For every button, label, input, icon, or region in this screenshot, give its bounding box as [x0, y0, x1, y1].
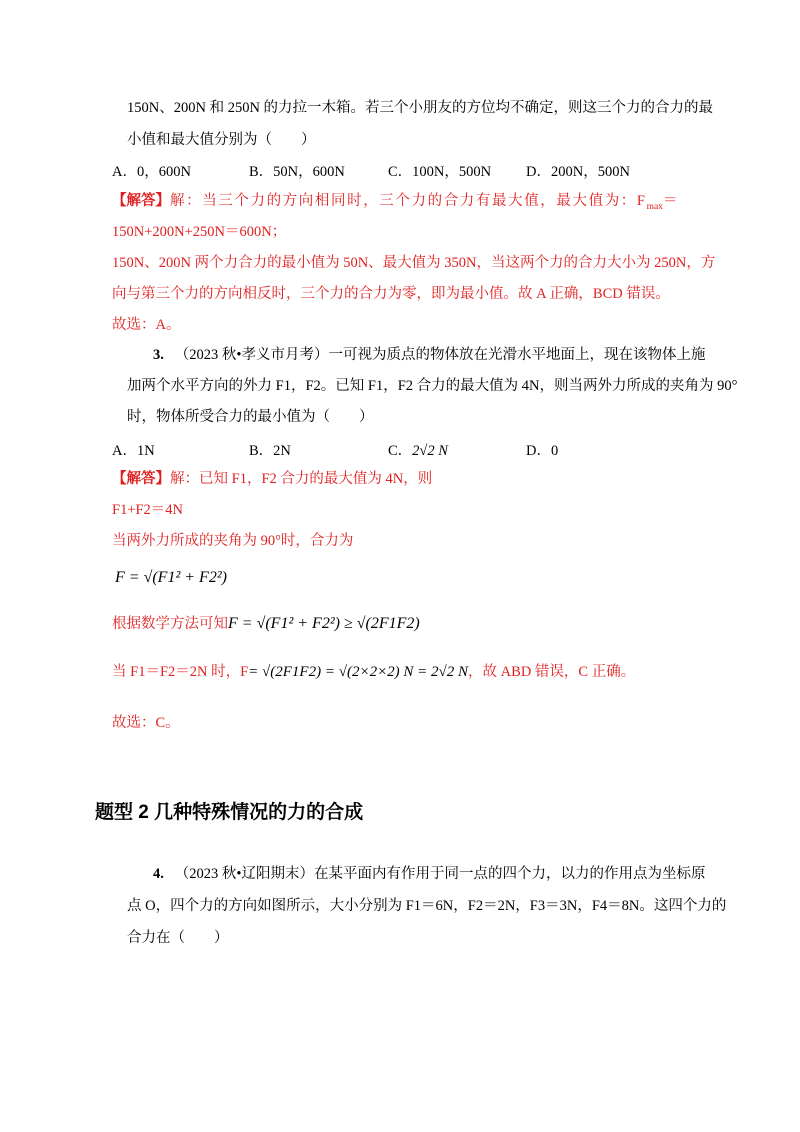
- q3-line1-text: （2023 秋•孝义市月考）一可视为质点的物体放在光滑水平地面上，现在该物体上施: [174, 347, 706, 363]
- q3-answer-text4b: ，故 ABD 错误，C 正确。: [468, 664, 636, 680]
- q3-answer-text4a: 当 F1＝F2＝2N 时，F: [112, 664, 249, 680]
- q3-option-d: D．0: [526, 443, 559, 459]
- q3-answer-label: 【解答】: [112, 471, 170, 487]
- q4-stem-line1: [153, 864, 705, 884]
- q3-stem-line2: 加两个水平方向的外力 F1，F2。已知 F1，F2 合力的最大值为 4N，则当两外力所成的夹角为 90°: [127, 378, 738, 394]
- q2-answer-label: 【解答】: [112, 193, 170, 209]
- q4-line1-text: （2023 秋•辽阳期末）在某平面内有作用于同一点的四个力，以力的作用点为坐标原: [174, 866, 706, 882]
- q3-choice: 故选：C。: [112, 715, 180, 731]
- section-heading: 题型 2 几种特殊情况的力的合成: [95, 802, 364, 823]
- q3-option-c-math: 2√2 N: [412, 443, 448, 459]
- q2-option-c: C．100N，500N: [388, 164, 492, 180]
- q2-option-b: B．50N，600N: [249, 164, 345, 180]
- q4-stem-line2: 点 O，四个力的方向如图所示，大小分别为 F1＝6N，F2＝2N，F3＝3N，F4＝8N。这四个力的: [127, 898, 727, 914]
- q3-option-c: [388, 439, 448, 460]
- q4-number: 4.: [153, 866, 164, 882]
- q2-stem-line2: 小值和最大值分别为（ ）: [127, 132, 316, 148]
- q2-answer-line1: [112, 191, 677, 217]
- q2-answer-line2: 150N+200N+250N＝600N；: [112, 224, 287, 240]
- q3-option-b: B．2N: [249, 443, 291, 459]
- q2-answer-line4: 向与第三个力的方向相反时，三个力的合力为零，即为最小值。故 A 正确，BCD 错误。: [112, 286, 670, 302]
- q3-eq1: F1+F2＝4N: [112, 502, 184, 518]
- q2-choice: 故选：A。: [112, 317, 181, 333]
- q2-answer-eq: ＝: [662, 193, 678, 209]
- q3-option-a: A．1N: [112, 443, 155, 459]
- q2-answer-text1: 解：当三个力的方向相同时，三个力的合力有最大值，最大值为：F: [170, 193, 647, 209]
- q3-formula1: F = √(F1² + F2²): [115, 569, 227, 586]
- q3-stem-line3: 时，物体所受合力的最小值为（ ）: [127, 409, 374, 425]
- q3-answer-line3: [112, 614, 420, 634]
- q3-number: 3.: [153, 347, 164, 363]
- q3-answer-line2: 当两外力所成的夹角为 90°时，合力为: [112, 533, 354, 549]
- q2-answer-max-sub: max: [646, 201, 663, 212]
- q3-answer-line1: [112, 469, 432, 489]
- q4-stem-line3: 合力在（ ）: [127, 930, 229, 946]
- q3-answer-text3: 根据数学方法可知: [112, 616, 228, 632]
- q2-option-d: D．200N，500N: [526, 164, 630, 180]
- q3-formula3: = √(2F1F2) = √(2×2×2) N = 2√2 N: [248, 664, 469, 680]
- q2-option-a: A．0，600N: [112, 164, 191, 180]
- q2-answer-line3: 150N、200N 两个力合力的最小值为 50N、最大值为 350N，当这两个力的合力大小为 250N，方: [112, 255, 716, 271]
- q3-formula2: F = √(F1² + F2²) ≥ √(2F1F2): [228, 615, 420, 632]
- q3-option-c-label: C．: [388, 443, 413, 459]
- q3-answer-line4: [112, 662, 635, 682]
- q3-stem-line1: [153, 345, 705, 365]
- q3-answer-text1: 解：已知 F1，F2 合力的最大值为 4N，则: [170, 471, 433, 487]
- q2-stem-line1: 150N、200N 和 250N 的力拉一木箱。若三个小朋友的方位均不确定，则这三个力的合力的最: [127, 100, 714, 116]
